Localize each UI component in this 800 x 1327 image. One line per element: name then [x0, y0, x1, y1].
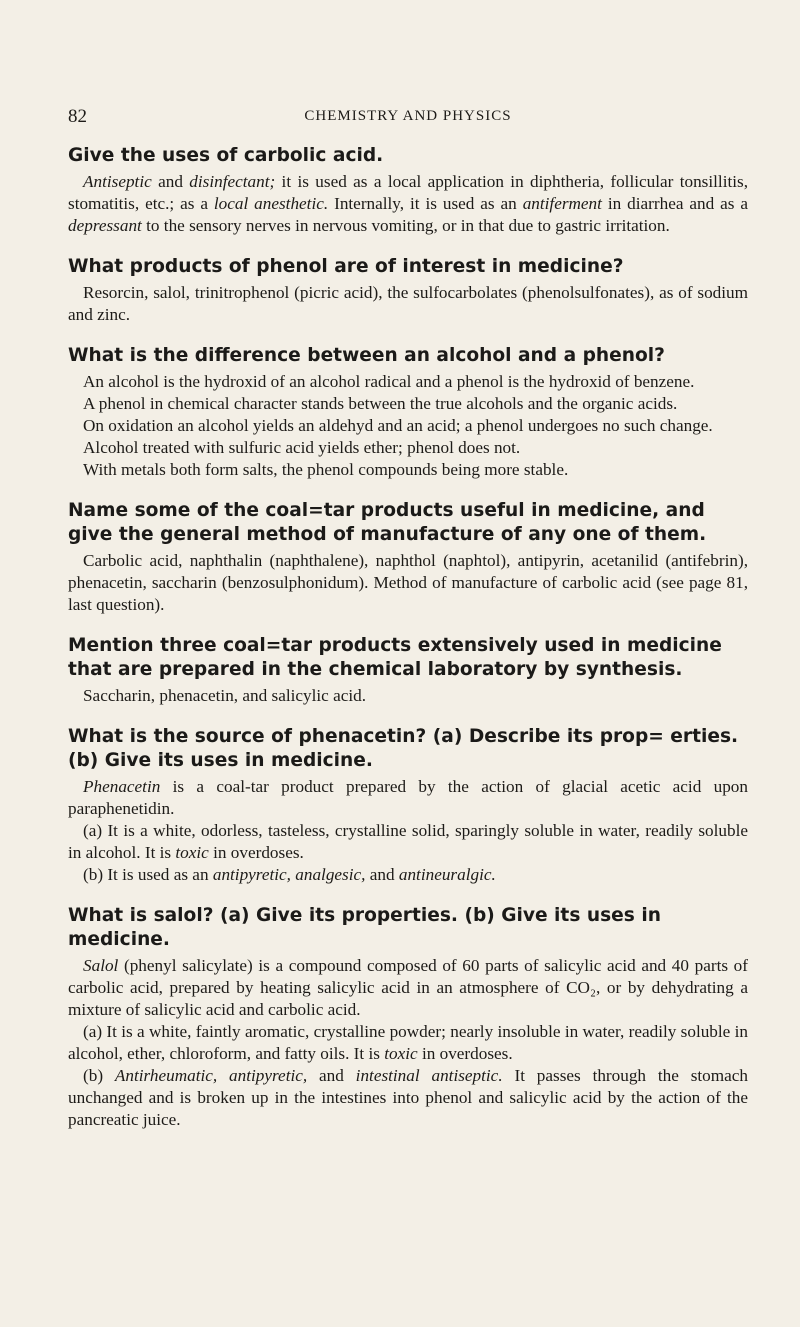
answer-paragraph — [68, 955, 748, 1021]
body-text: in overdoses. — [417, 1044, 513, 1063]
answer-paragraph — [68, 1021, 748, 1065]
body-text: (a) It is a white, odorless, tasteless, crystalline solid, sparingly soluble in water, readily soluble in alcohol. It is — [68, 821, 748, 862]
answer-paragraph — [68, 393, 748, 415]
emphasis-text: antipyretic, analgesic, — [212, 865, 366, 884]
question-heading: Give the uses of carbolic acid. — [68, 145, 384, 166]
answer-paragraph — [68, 371, 748, 393]
emphasis-text: antiferment — [522, 194, 602, 213]
body-text: (phenyl salicylate) is a compound composed of 60 parts of salicylic acid and 40 parts of carbolic acid, prepared by heating salicylic acid in an atmosphere of CO₂, or by dehydrating a mixture of salicylic acid and carbolic acid. — [68, 956, 748, 1019]
body-text: is a coal-tar product prepared by the action of glacial acetic acid upon paraphenetidin. — [68, 777, 748, 818]
body-text: On oxidation an alcohol yields an aldehyd and an acid; a phenol undergoes no such change. — [83, 416, 713, 435]
body-text: and — [151, 172, 190, 191]
body-text: With metals both form salts, the phenol compounds being more stable. — [83, 460, 569, 479]
body-text: (b) It is used as an — [83, 865, 213, 884]
body-text: Saccharin, phenacetin, and salicylic acid. — [83, 686, 366, 705]
qa-section — [68, 725, 748, 886]
running-head: CHEMISTRY AND PHYSICS — [304, 108, 512, 124]
qa-section — [68, 634, 748, 707]
body-text: it is used as a local application in diphtheria, follicular tonsillitis, stomatitis, etc.; as a — [68, 172, 749, 213]
answer-paragraph — [68, 776, 748, 820]
page-body — [68, 144, 748, 1149]
page-header — [68, 106, 748, 130]
question-heading: What products of phenol are of interest in medicine? — [68, 256, 624, 277]
question-heading: What is salol? (a) Give its properties. (b) Give its uses in medicine. — [68, 905, 661, 950]
answer-paragraph — [68, 864, 748, 886]
body-text: Carbolic acid, naphthalin (naphthalene), naphthol (naphtol), antipyrin, acetanilid (antifebrin), phenacetin, saccharin (benzosulphonidum). Method of manufacture of carbolic acid (see page 81, last question). — [68, 551, 748, 614]
emphasis-text: antineuralgic. — [398, 865, 496, 884]
qa-section — [68, 904, 748, 1131]
body-text: Resorcin, salol, trinitrophenol (picric acid), the sulfocarbolates (phenolsulfonates), as of sodium and zinc. — [68, 283, 748, 324]
emphasis-text: depressant — [68, 216, 142, 235]
body-text: and — [307, 1066, 356, 1085]
body-text: An alcohol is the hydroxid of an alcohol radical and a phenol is the hydroxid of benzene. — [83, 372, 695, 391]
emphasis-text: local anesthetic. — [213, 194, 329, 213]
question-heading: Name some of the coal=tar products useful in medicine, and give the general method of manufacture of any one of them. — [68, 500, 707, 545]
emphasis-text: Antirheumatic, antipyretic, — [114, 1066, 308, 1085]
answer-paragraph — [68, 1065, 748, 1131]
answer-paragraph — [68, 171, 748, 237]
answer-paragraph — [68, 820, 748, 864]
body-text: (b) — [83, 1066, 115, 1085]
answer-paragraph — [68, 437, 748, 459]
emphasis-text: toxic — [175, 843, 209, 862]
body-text: and — [365, 865, 399, 884]
question-heading: Mention three coal=tar products extensively used in medicine that are prepared in the chemical laboratory by synthesis. — [68, 635, 722, 680]
question-heading: What is the difference between an alcohol and a phenol? — [68, 345, 665, 366]
emphasis-text: intestinal antiseptic. — [355, 1066, 503, 1085]
emphasis-text: toxic — [384, 1044, 418, 1063]
body-text: to the sensory nerves in nervous vomiting, or in that due to gastric irritation. — [141, 216, 670, 235]
body-text: Alcohol treated with sulfuric acid yields ether; phenol does not. — [83, 438, 521, 457]
answer-paragraph — [68, 415, 748, 437]
emphasis-text: Salol — [83, 956, 119, 975]
answer-paragraph — [68, 459, 748, 481]
emphasis-text: Phenacetin — [83, 777, 161, 796]
emphasis-text: Antiseptic — [83, 172, 152, 191]
body-text: It passes through the stomach unchanged and is broken up in the intestines into phenol and salicylic acid by the action of the pancreatic juice. — [68, 1066, 748, 1129]
emphasis-text: disinfectant; — [189, 172, 276, 191]
qa-section — [68, 344, 748, 481]
body-text: in diarrhea and as a — [601, 194, 748, 213]
page-number: 82 — [68, 106, 87, 127]
qa-section — [68, 255, 748, 326]
body-text: Internally, it is used as an — [328, 194, 523, 213]
answer-paragraph — [68, 282, 748, 326]
answer-paragraph — [68, 550, 748, 616]
answer-paragraph — [68, 685, 748, 707]
qa-section — [68, 499, 748, 616]
question-heading: What is the source of phenacetin? (a) Describe its prop= erties. (b) Give its uses in medicine. — [68, 726, 739, 771]
body-text: in overdoses. — [208, 843, 304, 862]
qa-section — [68, 144, 748, 237]
body-text: (a) It is a white, faintly aromatic, crystalline powder; nearly insoluble in water, readily soluble in alcohol, ether, chloroform, and fatty oils. It is — [68, 1022, 748, 1063]
body-text: A phenol in chemical character stands between the true alcohols and the organic acids. — [83, 394, 678, 413]
